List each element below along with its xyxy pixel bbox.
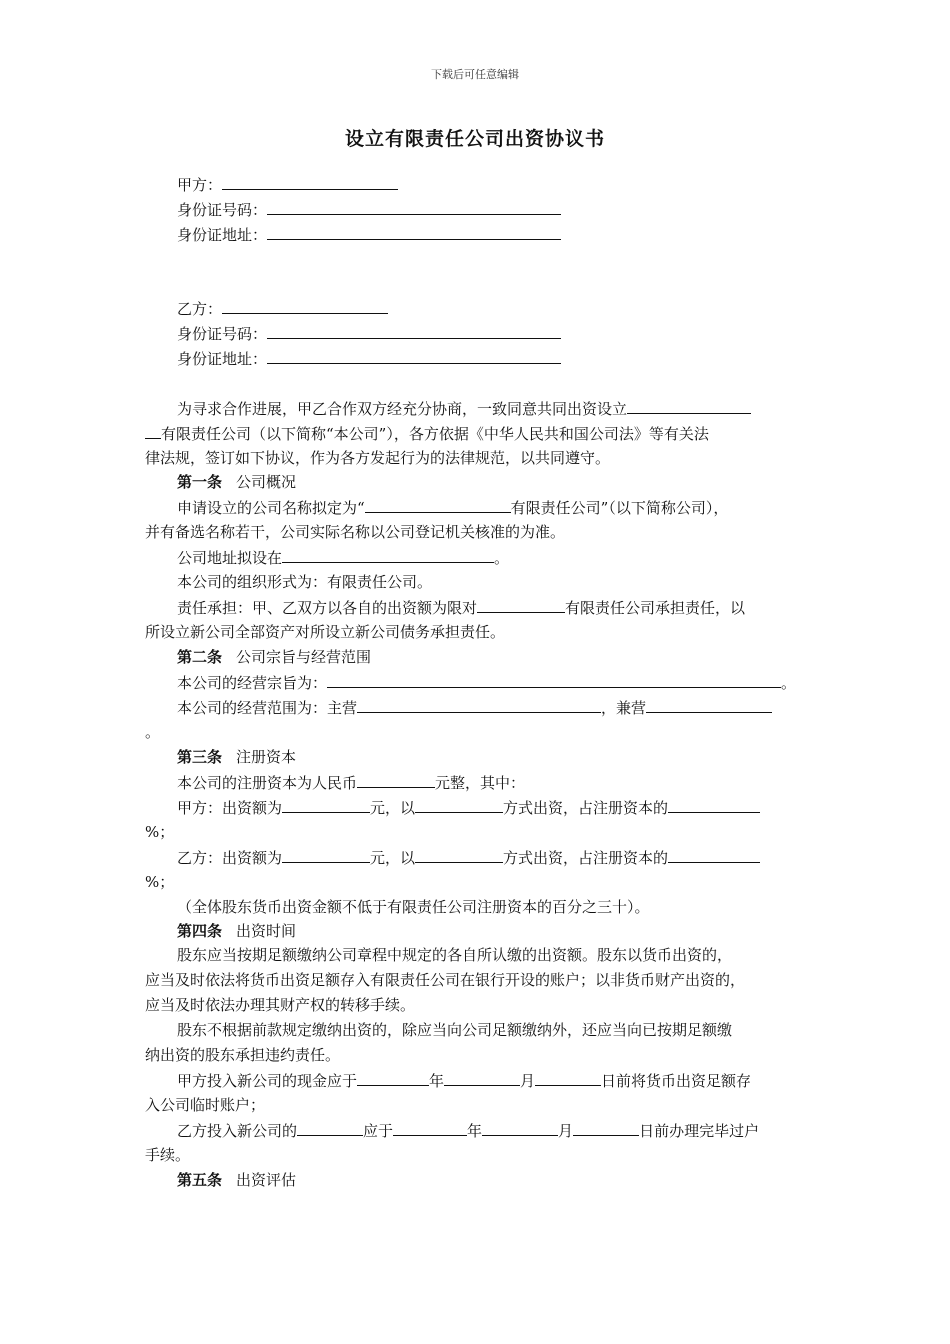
article-3-a-percent-field[interactable] (668, 797, 760, 813)
article-2-side-scope-field[interactable] (646, 697, 772, 713)
company-name-field-cont[interactable] (145, 423, 161, 439)
article-3-b-mid1: 元，以 (370, 849, 416, 867)
article-1-org-form: 本公司的组织形式为：有限责任公司。 (177, 573, 433, 591)
article-5-number: 第五条 (177, 1171, 223, 1189)
preamble-text-2: 有限责任公司（以下简称“本公司”），各方依据《中华人民共和国公司法》等有关法 (161, 425, 709, 443)
article-5-title: 出资评估 (236, 1171, 297, 1189)
article-4-a-year-field[interactable] (357, 1070, 429, 1086)
article-3-heading (177, 747, 296, 767)
document-title: 设立有限责任公司出资协议书 (344, 128, 605, 150)
article-3-b-end: %； (145, 873, 175, 891)
article-3-party-a-line (177, 797, 760, 817)
article-3-b-mid2: 方式出资，占注册资本的 (503, 849, 669, 867)
article-4-b-mid: 应于 (363, 1122, 394, 1140)
article-4-a-line (177, 1070, 751, 1090)
article-3-capital-field[interactable] (357, 772, 435, 788)
article-1-address-line (177, 547, 509, 567)
article-2-purpose-post: 。 (781, 674, 797, 692)
article-3-title: 注册资本 (236, 748, 297, 766)
article-1-address-field[interactable] (282, 547, 494, 563)
article-4-b-pre: 乙方投入新公司的 (177, 1122, 298, 1140)
article-4-b-year-label: 年 (467, 1122, 483, 1140)
party-a-id-label: 身份证号码： (177, 201, 268, 219)
article-1-name-line-2: 并有备选名称若干，公司实际名称以公司登记机关核准的为准。 (145, 523, 566, 541)
article-4-a-day-field[interactable] (535, 1070, 601, 1086)
article-4-heading (177, 921, 296, 941)
article-3-note: （全体股东货币出资金额不低于有限责任公司注册资本的百分之三十）。 (177, 898, 650, 916)
article-4-a-post: 日前将货币出资足额存 (601, 1072, 752, 1090)
article-4-b-line (177, 1120, 759, 1140)
article-4-b-post: 日前办理完毕过户 (639, 1122, 760, 1140)
article-2-purpose-pre: 本公司的经营宗旨为： (177, 674, 328, 692)
party-b-address-field[interactable] (267, 348, 561, 364)
article-4-title: 出资时间 (236, 922, 297, 940)
article-1-name-line (177, 497, 728, 517)
preamble-text-1: 为寻求合作进展，甲乙合作双方经充分协商，一致同意共同出资设立 (177, 400, 628, 418)
party-b-name-line (177, 298, 388, 318)
party-b-id-field[interactable] (267, 323, 561, 339)
article-5-heading (177, 1170, 296, 1190)
article-3-capital-pre: 本公司的注册资本为人民币 (177, 774, 358, 792)
party-a-name-line (177, 174, 398, 194)
article-4-p1-line-3: 应当及时依法办理其财产权的转移手续。 (145, 996, 416, 1014)
article-3-a-pre: 甲方：出资额为 (177, 799, 283, 817)
company-name-field[interactable] (627, 398, 751, 414)
article-1-liability-pre: 责任承担：甲、乙双方以各自的出资额为限对 (177, 599, 478, 617)
article-2-title: 公司宗旨与经营范围 (236, 648, 372, 666)
article-3-b-pre: 乙方：出资额为 (177, 849, 283, 867)
preamble-line-2 (145, 423, 709, 443)
article-1-address-pre: 公司地址拟设在 (177, 549, 283, 567)
article-3-party-b-line (177, 847, 760, 867)
article-1-liability-field[interactable] (477, 597, 565, 613)
article-1-liability-post: 有限责任公司承担责任，以 (565, 599, 746, 617)
article-2-scope-line (177, 697, 772, 717)
article-4-p1-line-2: 应当及时依法将货币出资足额存入有限责任公司在银行开设的账户；以非货币财产出资的， (145, 971, 746, 989)
article-1-heading (177, 472, 296, 492)
article-3-a-mid2: 方式出资，占注册资本的 (503, 799, 669, 817)
party-b-name-field[interactable] (222, 298, 388, 314)
article-1-name-pre: 申请设立的公司名称拟定为“ (177, 499, 365, 517)
header-note: 下载后可任意编辑 (431, 68, 519, 81)
party-a-address-line (177, 224, 561, 244)
article-4-b-month-label: 月 (558, 1122, 574, 1140)
preamble-line-3: 律法规，签订如下协议，作为各方发起行为的法律规范，以共同遵守。 (145, 449, 611, 467)
article-1-address-post: 。 (494, 549, 510, 567)
party-b-id-line (177, 323, 561, 343)
preamble-line-1 (177, 398, 751, 418)
article-3-a-mid1: 元，以 (370, 799, 416, 817)
party-a-address-field[interactable] (267, 224, 561, 240)
article-4-p1-line-1: 股东应当按期足额缴纳公司章程中规定的各自所认缴的出资额。股东以货币出资的， (177, 946, 733, 964)
article-4-p2-line-1: 股东不根据前款规定缴纳出资的，除应当向公司足额缴纳外，还应当向已按期足额缴 (177, 1021, 733, 1039)
party-b-address-label: 身份证地址： (177, 350, 268, 368)
article-3-b-method-field[interactable] (415, 847, 503, 863)
article-2-heading (177, 647, 371, 667)
article-1-liability-line-2: 所设立新公司全部资产对所设立新公司债务承担责任。 (145, 623, 506, 641)
article-2-scope-mid: ，兼营 (601, 699, 647, 717)
article-3-capital-line (177, 772, 525, 792)
article-4-a-line-2: 入公司临时账户； (145, 1096, 266, 1114)
article-4-a-month-label: 月 (520, 1072, 536, 1090)
article-2-scope-end: 。 (145, 723, 161, 741)
article-2-main-scope-field[interactable] (357, 697, 601, 713)
article-4-a-pre: 甲方投入新公司的现金应于 (177, 1072, 358, 1090)
article-4-number: 第四条 (177, 922, 223, 940)
party-a-name-label: 甲方： (177, 176, 223, 194)
article-4-b-line-2: 手续。 (145, 1146, 191, 1164)
article-4-a-year-label: 年 (429, 1072, 445, 1090)
article-2-number: 第二条 (177, 648, 223, 666)
party-a-id-line (177, 199, 561, 219)
party-b-id-label: 身份证号码： (177, 325, 268, 343)
article-2-purpose-field[interactable] (327, 672, 781, 688)
article-3-b-amount-field[interactable] (282, 847, 370, 863)
article-3-a-amount-field[interactable] (282, 797, 370, 813)
article-4-b-asset-field[interactable] (297, 1120, 363, 1136)
article-4-b-day-field[interactable] (573, 1120, 639, 1136)
article-1-name-post: 有限责任公司”（以下简称公司）， (510, 499, 729, 517)
article-1-liability-line (177, 597, 745, 617)
article-4-a-month-field[interactable] (444, 1070, 520, 1086)
article-3-number: 第三条 (177, 748, 223, 766)
article-2-scope-pre: 本公司的经营范围为：主营 (177, 699, 358, 717)
party-b-address-line (177, 348, 561, 368)
article-1-title: 公司概况 (236, 473, 297, 491)
article-2-purpose-line (177, 672, 796, 692)
article-3-b-percent-field[interactable] (668, 847, 760, 863)
article-4-p2-line-2: 纳出资的股东承担违约责任。 (145, 1046, 341, 1064)
party-a-id-field[interactable] (267, 199, 561, 215)
party-a-name-field[interactable] (222, 174, 398, 190)
article-4-b-year-field[interactable] (393, 1120, 467, 1136)
article-1-number: 第一条 (177, 473, 223, 491)
article-3-capital-post: 元整，其中： (435, 774, 526, 792)
article-3-a-end: %； (145, 823, 175, 841)
article-4-b-month-field[interactable] (482, 1120, 558, 1136)
article-1-company-name-field[interactable] (365, 497, 511, 513)
party-b-name-label: 乙方： (177, 300, 223, 318)
party-a-address-label: 身份证地址： (177, 226, 268, 244)
article-3-a-method-field[interactable] (415, 797, 503, 813)
